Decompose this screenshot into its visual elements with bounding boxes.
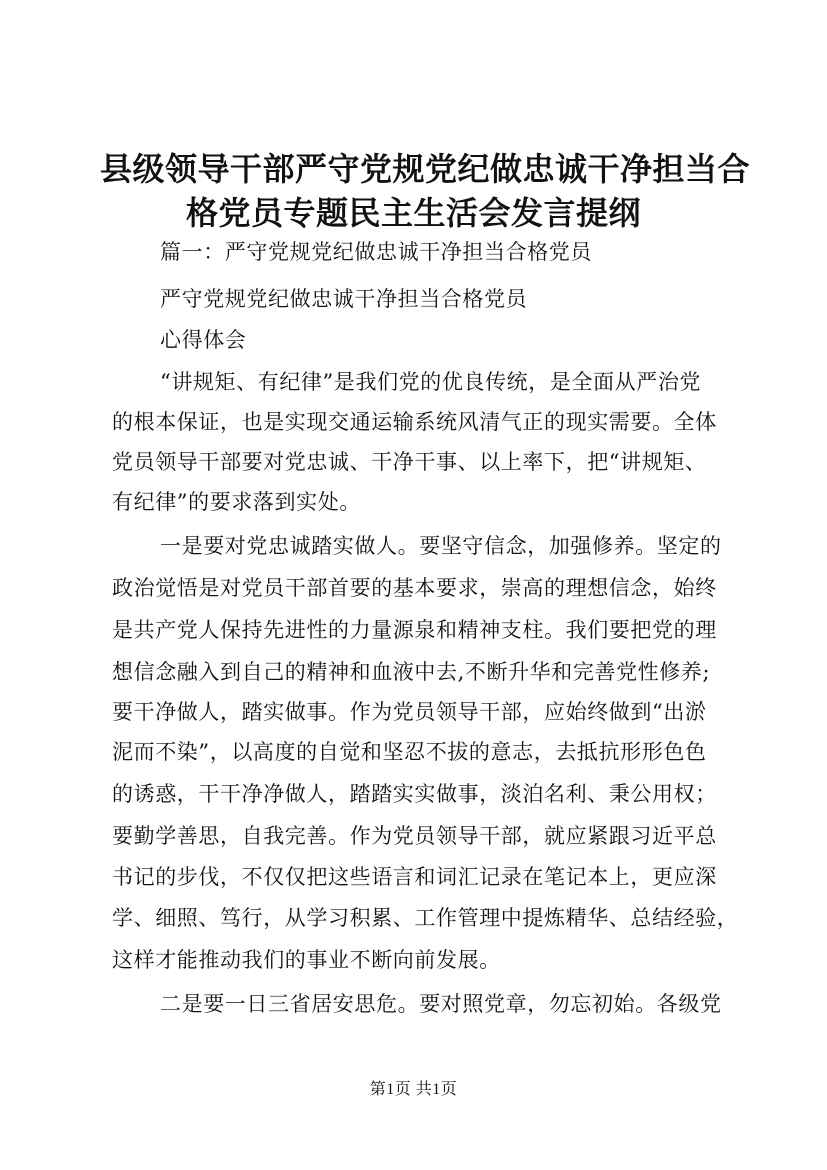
- section-heading: 篇一：严守党规党纪做忠诚干净担当合格党员: [160, 240, 592, 264]
- document-title-line-1: 县级领导干部严守党规党纪做忠诚干净担当合: [100, 150, 751, 188]
- paragraph-line: 想信念融入到自己的精神和血液中去,不断升华和完善党性修养;: [112, 660, 711, 684]
- paragraph-line: 要干净做人，踏实做事。作为党员领导干部，应始终做到“出淤: [112, 700, 707, 724]
- paragraph-line: 党员领导干部要对党忠诚、干净干事、以上率下，把“讲规矩、: [112, 450, 707, 474]
- paragraph-line: 泥而不染”，以高度的自觉和坚忍不拔的意志，去抵抗形形色色: [112, 740, 707, 764]
- paragraph-line: 的根本保证，也是实现交通运输系统风清气正的现实需要。全体: [112, 410, 717, 434]
- document-title-line-2: 格党员专题民主生活会发言提纲: [185, 194, 641, 232]
- paragraph-line: 一是要对党忠诚踏实做人。要坚守信念，加强修养。坚定的: [160, 534, 722, 558]
- paragraph-line: 有纪律”的要求落到实处。: [112, 490, 361, 514]
- paragraph-line: 要勤学善思，自我完善。作为党员领导干部，就应紧跟习近平总: [112, 824, 717, 848]
- subheading-2: 心得体会: [160, 328, 247, 352]
- subheading: 严守党规党纪做忠诚干净担当合格党员: [160, 287, 528, 311]
- paragraph-line: “讲规矩、有纪律”是我们党的优良传统，是全面从严治党: [160, 370, 702, 394]
- paragraph-line: 这样才能推动我们的事业不断向前发展。: [112, 948, 501, 972]
- paragraph-line: 政治觉悟是对党员干部首要的基本要求，崇高的理想信念，始终: [112, 576, 717, 600]
- paragraph-line: 书记的步伐，不仅仅把这些语言和词汇记录在笔记本上，更应深: [112, 865, 717, 889]
- paragraph-line: 是共产党人保持先进性的力量源泉和精神支柱。我们要把党的理: [112, 618, 717, 642]
- page-number: 第1页 共1页: [369, 1081, 458, 1098]
- paragraph-line: 二是要一日三省居安思危。要对照党章，勿忘初始。各级党: [160, 992, 722, 1016]
- paragraph-line: 学、细照、笃行，从学习积累、工作管理中提炼精华、总结经验，: [112, 906, 739, 930]
- paragraph-line: 的诱惑，干干净净做人，踏踏实实做事，淡泊名利、秉公用权；: [112, 782, 717, 806]
